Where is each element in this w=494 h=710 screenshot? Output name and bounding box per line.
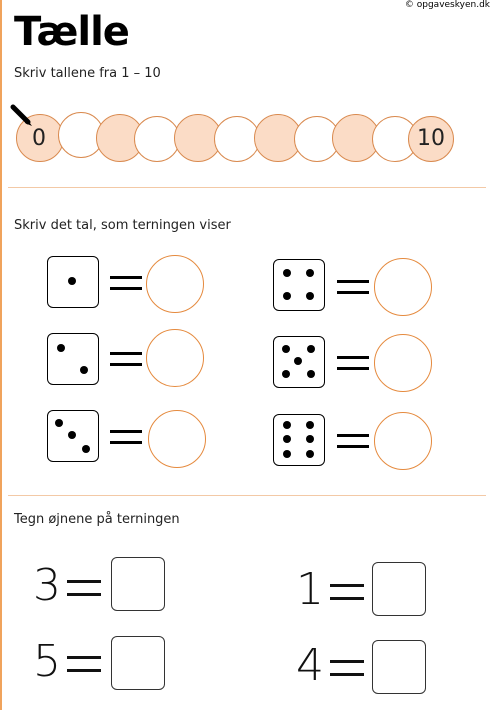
draw-pip-box[interactable] (111, 636, 165, 690)
equals-sign (330, 584, 364, 600)
dice-face (273, 414, 325, 466)
section-divider-1 (8, 187, 486, 188)
dice-pip (283, 435, 291, 443)
draw-pip-box[interactable] (372, 562, 426, 616)
dice-pip (283, 421, 291, 429)
draw-number: 5 (33, 636, 61, 687)
page-title: Tælle (14, 9, 129, 55)
dice-pip (282, 345, 290, 353)
page-left-border (0, 0, 2, 710)
answer-circle[interactable] (374, 258, 432, 316)
equals-sign (110, 430, 142, 444)
dice-face (273, 259, 325, 311)
equals-sign (67, 580, 101, 596)
answer-circle[interactable] (146, 255, 204, 313)
dice-face (47, 256, 99, 308)
dice-pip (306, 450, 314, 458)
instruction-write-numbers: Skriv tallene fra 1 – 10 (14, 66, 161, 81)
instruction-draw-pips: Tegn øjnene på terningen (14, 512, 180, 527)
dice-pip (283, 450, 291, 458)
equals-sign (110, 276, 142, 290)
instruction-dice-number: Skriv det tal, som terningen viser (14, 218, 231, 233)
dice-pip (306, 292, 314, 300)
equals-sign (337, 434, 369, 448)
equals-sign (110, 352, 142, 366)
section-divider-2 (8, 495, 486, 496)
dice-face (47, 410, 99, 462)
draw-pip-box[interactable] (111, 557, 165, 611)
number-bead-chain (0, 108, 494, 178)
dice-pip (306, 435, 314, 443)
dice-pip (307, 370, 315, 378)
dice-pip (80, 366, 88, 374)
dice-pip (306, 269, 314, 277)
draw-number: 1 (296, 564, 324, 615)
equals-sign (337, 280, 369, 294)
dice-face (273, 336, 325, 388)
dice-pip (55, 419, 63, 427)
equals-sign (67, 656, 101, 672)
dice-pip (282, 370, 290, 378)
chain-end-label: 10 (417, 126, 445, 151)
dice-pip (283, 269, 291, 277)
answer-circle[interactable] (374, 334, 432, 392)
equals-sign (330, 660, 364, 676)
dice-pip (283, 292, 291, 300)
dice-pip (294, 357, 302, 365)
equals-sign (337, 356, 369, 370)
answer-circle[interactable] (374, 412, 432, 470)
draw-number: 4 (296, 640, 324, 691)
draw-number: 3 (33, 560, 61, 611)
dice-pip (82, 445, 90, 453)
dice-pip (68, 431, 76, 439)
dice-face (47, 333, 99, 385)
chain-start-label: 0 (32, 126, 46, 151)
dice-pip (57, 344, 65, 352)
dice-pip (307, 345, 315, 353)
copyright-text: © opgaveskyen.dk (404, 0, 490, 10)
answer-circle[interactable] (146, 329, 204, 387)
dice-pip (68, 277, 76, 285)
draw-pip-box[interactable] (372, 640, 426, 694)
answer-circle[interactable] (148, 410, 206, 468)
dice-pip (306, 421, 314, 429)
pencil-icon (10, 104, 36, 130)
